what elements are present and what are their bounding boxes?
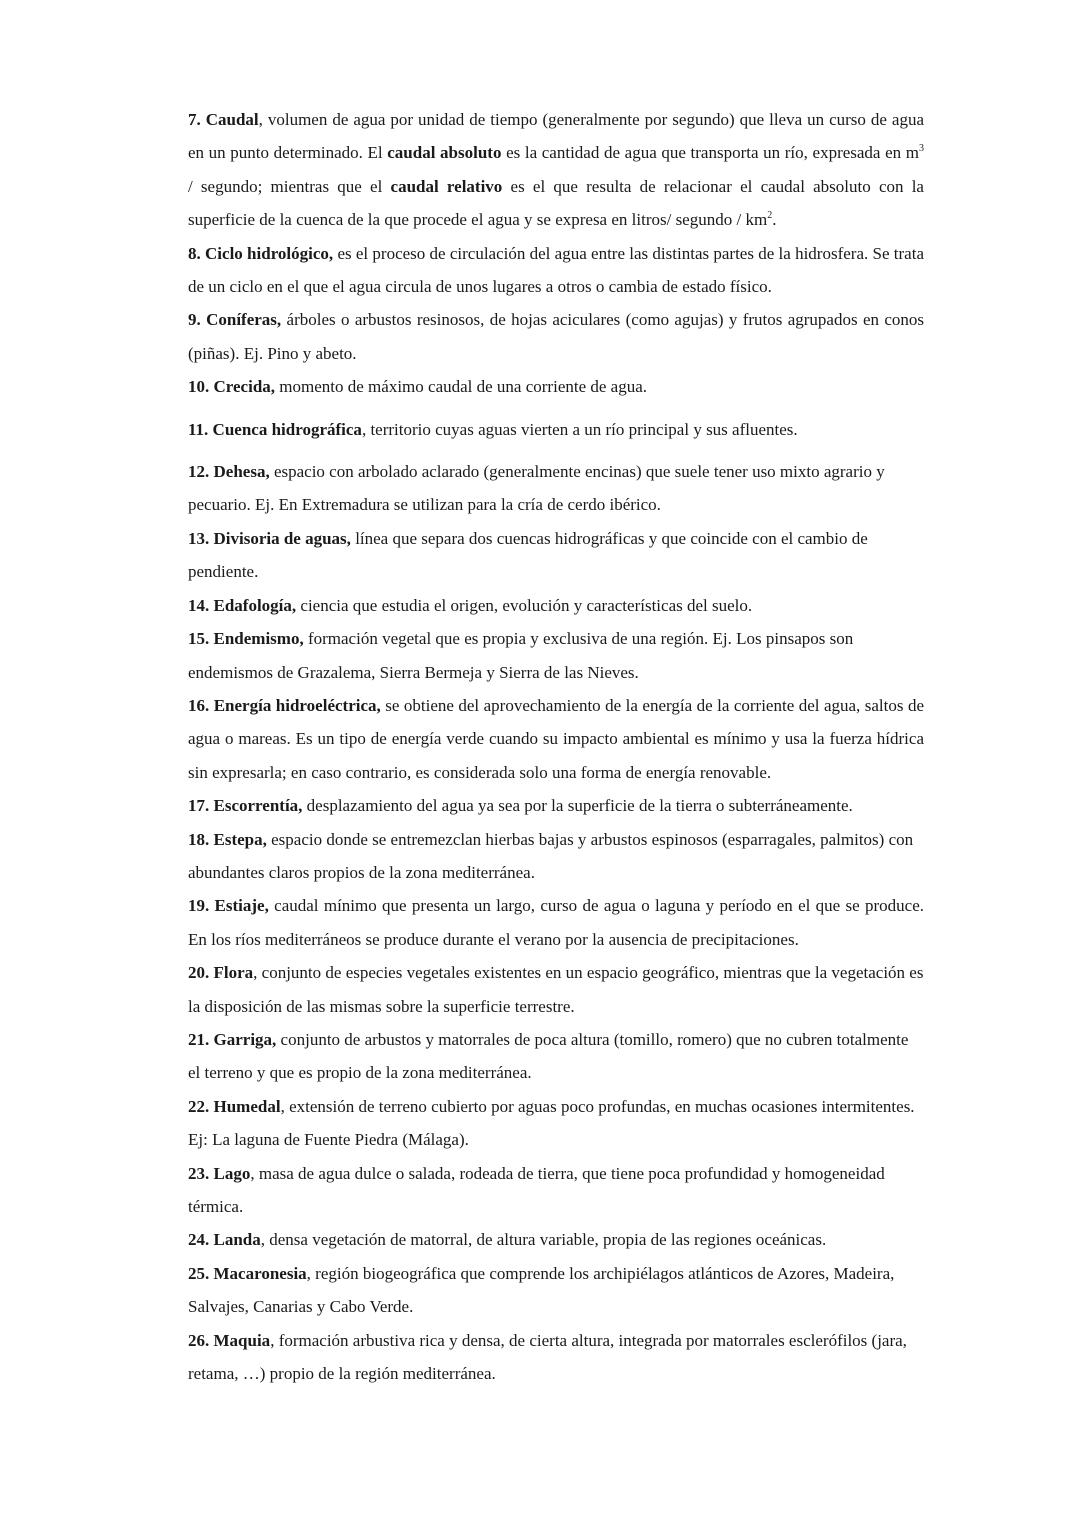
- superscript: 2: [767, 210, 773, 222]
- entry-definition: es la cantidad de agua que transporta un río, expresada en m: [501, 143, 920, 163]
- entry-term: 14. Edafología,: [188, 595, 297, 615]
- entry-ciclo-hidrologico: [188, 237, 924, 304]
- entry-definition: formación vegetal que es propia y exclusiva de una región. Ej. Los pinsapos son endemismos de Grazalema, Sierra Bermeja y Sierra de las Nieves.: [188, 629, 854, 682]
- entry-definition: .: [772, 210, 777, 230]
- entry-definition: conjunto de arbustos y matorrales de poca altura (tomillo, romero) que no cubren totalmente el terreno y que es propio de la zona mediterránea.: [188, 1029, 909, 1083]
- entry-definition: desplazamiento del agua ya sea por la superficie de la tierra o subterráneamente.: [302, 796, 853, 816]
- superscript: 3: [919, 143, 925, 155]
- entry-definition: se obtiene del aprovechamiento de la energía de la corriente del agua, saltos de agua o mareas. Es un tipo de energía verde cuando su impacto ambiental es mínimo y usa la fuerza hídrica sin expresarla; en caso contrario, es considerada solo una forma de energía renovable.: [188, 695, 925, 782]
- entry-cuenca-hidrografica: [188, 413, 924, 446]
- entry-term: 7. Caudal: [188, 110, 259, 129]
- entry-definition: , región biogeográfica que comprende los archipiélagos atlánticos de Azores, Madeira, Salvajes, Canarias y Cabo Verde.: [188, 1263, 895, 1317]
- entry-term: 13. Divisoria de aguas,: [188, 528, 351, 548]
- entry-definition: , conjunto de especies vegetales existentes en un espacio geográfico, mientras que la vegetación es la disposición de las mismas sobre la superficie terrestre.: [188, 963, 924, 1016]
- entry-definition: / segundo; mientras que el: [188, 176, 391, 196]
- entry-estepa: [188, 823, 924, 890]
- entry-definition: línea que separa dos cuencas hidrográficas y que coincide con el cambio de pendiente.: [188, 528, 868, 582]
- entry-energia-hidroelectrica: [188, 689, 924, 789]
- entry-term: 19. Estiaje,: [188, 896, 269, 916]
- entry-term: 23. Lago: [188, 1163, 251, 1183]
- entry-flora: [188, 956, 924, 1023]
- entry-term: 18. Estepa,: [188, 829, 267, 849]
- entry-crecida: [188, 370, 924, 403]
- entry-dehesa: [188, 455, 924, 522]
- entry-term: 22. Humedal: [188, 1096, 281, 1116]
- entry-definition: , volumen de agua por unidad de tiempo (generalmente por segundo) que lleva un curso de agua en un punto determinado. El: [188, 110, 924, 163]
- entry-humedal: [188, 1090, 924, 1157]
- entry-definition: , formación arbustiva rica y densa, de cierta altura, integrada por matorrales esclerófilos (jara, retama, …) propio de la región mediterránea.: [188, 1330, 907, 1384]
- entry-macaronesia: [188, 1257, 924, 1324]
- entry-term: 20. Flora: [188, 963, 254, 983]
- entry-definition: , territorio cuyas aguas vierten a un río principal y sus afluentes.: [361, 419, 798, 439]
- entry-definition: árboles o arbustos resinosos, de hojas aciculares (como agujas) y frutos agrupados en conos (piñas). Ej. Pino y abeto.: [188, 310, 925, 363]
- entry-term: 17. Escorrentía,: [188, 796, 303, 816]
- entry-landa: [188, 1223, 924, 1256]
- entry-definition: es el proceso de circulación del agua entre las distintas partes de la hidrosfera. Se trata de un ciclo en el que el agua circula de unos lugares a otros o cambia de estado físico.: [188, 243, 924, 297]
- entry-lago: [188, 1157, 924, 1224]
- entry-definition: es el que resulta de relacionar el caudal absoluto con la superficie de la cuenca de la que procede el agua y se expresa en litros/ segundo / km: [188, 176, 924, 230]
- entry-definition: momento de máximo caudal de una corriente de agua.: [275, 377, 648, 397]
- entry-term: 8. Ciclo hidrológico,: [188, 243, 334, 263]
- entry-maquia: [188, 1324, 924, 1391]
- entry-term: 15. Endemismo,: [188, 629, 304, 649]
- entry-endemismo: [188, 622, 924, 689]
- entry-definition: , extensión de terreno cubierto por aguas poco profundas, en muchas ocasiones intermitentes. Ej: La laguna de Fuente Piedra (Málaga).: [188, 1096, 915, 1150]
- highlight-caudal-relativo: caudal relativo: [390, 176, 503, 196]
- entry-estiaje: [188, 889, 924, 956]
- entry-definition: caudal mínimo que presenta un largo, curso de agua o laguna y período en el que se produce. En los ríos mediterráneos se produce durante el verano por la ausencia de precipitaciones.: [188, 896, 925, 949]
- highlight-caudal-absoluto: caudal absoluto: [387, 143, 502, 163]
- entry-term: 21. Garriga,: [188, 1029, 277, 1049]
- entry-term: 10. Crecida,: [188, 377, 276, 397]
- entry-escorrentia: [188, 789, 924, 822]
- entry-term: 24. Landa: [188, 1230, 261, 1250]
- entry-term: 12. Dehesa,: [188, 462, 270, 482]
- entry-garriga: [188, 1023, 924, 1090]
- entry-term: 11. Cuenca hidrográfica: [188, 419, 362, 439]
- glossary-page: [188, 103, 924, 1390]
- entry-coniferas: [188, 303, 924, 370]
- entry-caudal: [188, 103, 924, 237]
- entry-definition: espacio con arbolado aclarado (generalmente encinas) que suele tener uso mixto agrario y pecuario. Ej. En Extremadura se utilizan para la cría de cerdo ibérico.: [188, 462, 885, 515]
- entry-definition: , densa vegetación de matorral, de altura variable, propia de las regiones oceánicas.: [260, 1230, 827, 1250]
- entry-divisoria-de-aguas: [188, 522, 924, 589]
- entry-term: 25. Macaronesia: [188, 1263, 307, 1283]
- entry-term: 16. Energía hidroeléctrica,: [188, 695, 381, 715]
- entry-definition: espacio donde se entremezclan hierbas bajas y arbustos espinosos (esparragales, palmitos) con abundantes claros propios de la zona mediterránea.: [188, 829, 914, 882]
- entry-term: 9. Coníferas,: [188, 310, 282, 330]
- entry-definition: ciencia que estudia el origen, evolución y características del suelo.: [296, 595, 753, 615]
- entry-edafologia: [188, 589, 924, 622]
- entry-definition: , masa de agua dulce o salada, rodeada de tierra, que tiene poca profundidad y homogeneidad térmica.: [188, 1163, 885, 1216]
- entry-term: 26. Maquia: [188, 1330, 271, 1350]
